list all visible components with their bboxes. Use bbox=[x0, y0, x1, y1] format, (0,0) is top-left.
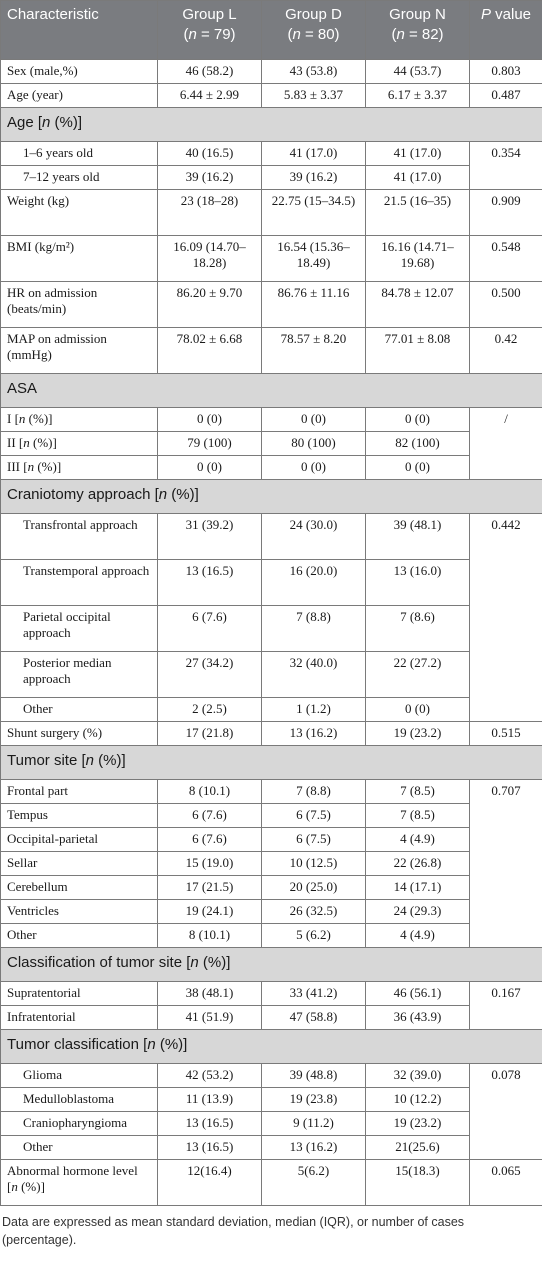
cell-group-d: 10 (12.5) bbox=[262, 852, 366, 876]
cell-group-n: 77.01 ± 8.08 bbox=[366, 328, 470, 374]
section-header-row bbox=[1, 374, 542, 408]
cell-group-l: 6 (7.6) bbox=[158, 804, 262, 828]
cell-group-n: 0 (0) bbox=[366, 408, 470, 432]
cell-group-n: 36 (43.9) bbox=[366, 1006, 470, 1030]
cell-group-n: 39 (48.1) bbox=[366, 514, 470, 560]
cell-group-n: 24 (29.3) bbox=[366, 900, 470, 924]
row-label: Frontal part bbox=[1, 780, 158, 804]
row-label: III [n (%)] bbox=[1, 456, 158, 480]
row-label: Tempus bbox=[1, 804, 158, 828]
cell-group-n: 0 (0) bbox=[366, 698, 470, 722]
cell-group-d: 1 (1.2) bbox=[262, 698, 366, 722]
table-row bbox=[1, 1064, 542, 1088]
table-row bbox=[1, 432, 542, 456]
table-footnote: Data are expressed as mean standard deviation, median (IQR), or number of cases (percentage). bbox=[2, 1215, 465, 1247]
cell-p-value: 0.442 bbox=[470, 514, 542, 722]
section-header-row bbox=[1, 1030, 542, 1064]
cell-group-d: 16.54 (15.36–18.49) bbox=[262, 236, 366, 282]
table-row bbox=[1, 328, 542, 374]
row-label: 1–6 years old bbox=[1, 142, 158, 166]
cell-group-d: 39 (48.8) bbox=[262, 1064, 366, 1088]
cell-group-n: 0 (0) bbox=[366, 456, 470, 480]
row-label: Posterior median approach bbox=[1, 652, 158, 698]
header-group-n: Group N (n = 82) bbox=[366, 1, 470, 60]
cell-group-d: 32 (40.0) bbox=[262, 652, 366, 698]
row-label: Shunt surgery (%) bbox=[1, 722, 158, 746]
cell-group-d: 6 (7.5) bbox=[262, 804, 366, 828]
row-label: Weight (kg) bbox=[1, 190, 158, 236]
cell-group-l: 23 (18–28) bbox=[158, 190, 262, 236]
cell-group-l: 11 (13.9) bbox=[158, 1088, 262, 1112]
cell-group-n: 4 (4.9) bbox=[366, 828, 470, 852]
cell-group-l: 79 (100) bbox=[158, 432, 262, 456]
cell-group-n: 13 (16.0) bbox=[366, 560, 470, 606]
cell-group-n: 82 (100) bbox=[366, 432, 470, 456]
cell-group-d: 5(6.2) bbox=[262, 1160, 366, 1206]
row-label: Transtemporal approach bbox=[1, 560, 158, 606]
cell-group-n: 7 (8.5) bbox=[366, 804, 470, 828]
cell-group-d: 19 (23.8) bbox=[262, 1088, 366, 1112]
cell-group-l: 15 (19.0) bbox=[158, 852, 262, 876]
table-row bbox=[1, 780, 542, 804]
row-label: II [n (%)] bbox=[1, 432, 158, 456]
row-label: Glioma bbox=[1, 1064, 158, 1088]
row-label: Other bbox=[1, 924, 158, 948]
table-row bbox=[1, 804, 542, 828]
row-label: Other bbox=[1, 698, 158, 722]
row-label: I [n (%)] bbox=[1, 408, 158, 432]
cell-group-l: 27 (34.2) bbox=[158, 652, 262, 698]
cell-group-l: 16.09 (14.70–18.28) bbox=[158, 236, 262, 282]
cell-group-l: 78.02 ± 6.68 bbox=[158, 328, 262, 374]
cell-group-n: 44 (53.7) bbox=[366, 60, 470, 84]
cell-group-l: 0 (0) bbox=[158, 408, 262, 432]
table-row bbox=[1, 876, 542, 900]
table-row bbox=[1, 1088, 542, 1112]
cell-group-d: 7 (8.8) bbox=[262, 780, 366, 804]
cell-group-l: 42 (53.2) bbox=[158, 1064, 262, 1088]
cell-group-d: 47 (58.8) bbox=[262, 1006, 366, 1030]
section-title: Classification of tumor site [n (%)] bbox=[1, 948, 542, 982]
cell-group-l: 39 (16.2) bbox=[158, 166, 262, 190]
cell-group-d: 5 (6.2) bbox=[262, 924, 366, 948]
cell-group-d: 13 (16.2) bbox=[262, 1136, 366, 1160]
cell-p-value: 0.487 bbox=[470, 84, 542, 108]
cell-group-l: 17 (21.8) bbox=[158, 722, 262, 746]
cell-group-d: 13 (16.2) bbox=[262, 722, 366, 746]
cell-group-d: 43 (53.8) bbox=[262, 60, 366, 84]
cell-group-n: 7 (8.5) bbox=[366, 780, 470, 804]
table-row bbox=[1, 236, 542, 282]
row-label: 7–12 years old bbox=[1, 166, 158, 190]
table-row bbox=[1, 456, 542, 480]
section-header-row bbox=[1, 480, 542, 514]
cell-group-n: 19 (23.2) bbox=[366, 1112, 470, 1136]
table-row bbox=[1, 828, 542, 852]
row-label: Parietal occipital approach bbox=[1, 606, 158, 652]
cell-group-n: 6.17 ± 3.37 bbox=[366, 84, 470, 108]
cell-p-value: 0.909 bbox=[470, 190, 542, 236]
row-label: Supratentorial bbox=[1, 982, 158, 1006]
cell-group-n: 16.16 (14.71–19.68) bbox=[366, 236, 470, 282]
row-label: Abnormal hormone level [n (%)] bbox=[1, 1160, 158, 1206]
cell-p-value: 0.078 bbox=[470, 1064, 542, 1160]
table-row bbox=[1, 408, 542, 432]
row-label: Ventricles bbox=[1, 900, 158, 924]
table-row bbox=[1, 982, 542, 1006]
cell-group-l: 13 (16.5) bbox=[158, 1136, 262, 1160]
cell-group-n: 4 (4.9) bbox=[366, 924, 470, 948]
cell-group-n: 22 (26.8) bbox=[366, 852, 470, 876]
cell-group-l: 38 (48.1) bbox=[158, 982, 262, 1006]
cell-group-l: 31 (39.2) bbox=[158, 514, 262, 560]
cell-p-value: 0.167 bbox=[470, 982, 542, 1030]
row-label: Transfrontal approach bbox=[1, 514, 158, 560]
table-header-row bbox=[1, 1, 542, 60]
cell-group-d: 16 (20.0) bbox=[262, 560, 366, 606]
section-header-row bbox=[1, 108, 542, 142]
cell-p-value: 0.354 bbox=[470, 142, 542, 190]
table-row bbox=[1, 924, 542, 948]
table-row bbox=[1, 1160, 542, 1206]
cell-group-d: 80 (100) bbox=[262, 432, 366, 456]
cell-group-n: 10 (12.2) bbox=[366, 1088, 470, 1112]
table-row bbox=[1, 282, 542, 328]
header-group-l: Group L (n = 79) bbox=[158, 1, 262, 60]
cell-group-d: 86.76 ± 11.16 bbox=[262, 282, 366, 328]
cell-p-value: 0.515 bbox=[470, 722, 542, 746]
cell-group-l: 19 (24.1) bbox=[158, 900, 262, 924]
row-label: BMI (kg/m²) bbox=[1, 236, 158, 282]
cell-group-l: 41 (51.9) bbox=[158, 1006, 262, 1030]
section-title: Craniotomy approach [n (%)] bbox=[1, 480, 542, 514]
cell-group-l: 6.44 ± 2.99 bbox=[158, 84, 262, 108]
table-row bbox=[1, 142, 542, 166]
row-label: HR on admission (beats/min) bbox=[1, 282, 158, 328]
header-p-value: P value bbox=[470, 1, 542, 60]
section-title: ASA bbox=[1, 374, 542, 408]
cell-group-n: 7 (8.6) bbox=[366, 606, 470, 652]
cell-p-value: 0.548 bbox=[470, 236, 542, 282]
cell-group-n: 21(25.6) bbox=[366, 1136, 470, 1160]
cell-p-value: 0.500 bbox=[470, 282, 542, 328]
table-row bbox=[1, 84, 542, 108]
cell-group-l: 86.20 ± 9.70 bbox=[158, 282, 262, 328]
table-row bbox=[1, 698, 542, 722]
table-row bbox=[1, 852, 542, 876]
table-row bbox=[1, 166, 542, 190]
cell-group-n: 19 (23.2) bbox=[366, 722, 470, 746]
cell-group-l: 6 (7.6) bbox=[158, 606, 262, 652]
cell-group-n: 32 (39.0) bbox=[366, 1064, 470, 1088]
table-row bbox=[1, 900, 542, 924]
cell-group-n: 15(18.3) bbox=[366, 1160, 470, 1206]
row-label: Infratentorial bbox=[1, 1006, 158, 1030]
table-body bbox=[1, 60, 542, 1206]
cell-group-d: 7 (8.8) bbox=[262, 606, 366, 652]
cell-group-l: 13 (16.5) bbox=[158, 1112, 262, 1136]
cell-group-l: 6 (7.6) bbox=[158, 828, 262, 852]
section-title: Tumor classification [n (%)] bbox=[1, 1030, 542, 1064]
row-label: Sex (male,%) bbox=[1, 60, 158, 84]
cell-p-value: 0.42 bbox=[470, 328, 542, 374]
cell-group-d: 26 (32.5) bbox=[262, 900, 366, 924]
table-row bbox=[1, 652, 542, 698]
row-label: Sellar bbox=[1, 852, 158, 876]
cell-group-l: 40 (16.5) bbox=[158, 142, 262, 166]
table-row bbox=[1, 1006, 542, 1030]
cell-group-n: 14 (17.1) bbox=[366, 876, 470, 900]
cell-group-d: 78.57 ± 8.20 bbox=[262, 328, 366, 374]
cell-group-n: 21.5 (16–35) bbox=[366, 190, 470, 236]
cell-group-d: 0 (0) bbox=[262, 456, 366, 480]
cell-group-l: 8 (10.1) bbox=[158, 924, 262, 948]
cell-group-d: 22.75 (15–34.5) bbox=[262, 190, 366, 236]
cell-group-d: 5.83 ± 3.37 bbox=[262, 84, 366, 108]
header-characteristic: Characteristic bbox=[1, 1, 158, 60]
table-row bbox=[1, 60, 542, 84]
cell-p-value: 0.707 bbox=[470, 780, 542, 948]
cell-group-d: 9 (11.2) bbox=[262, 1112, 366, 1136]
cell-group-n: 84.78 ± 12.07 bbox=[366, 282, 470, 328]
table-row bbox=[1, 190, 542, 236]
table-row bbox=[1, 606, 542, 652]
section-title: Tumor site [n (%)] bbox=[1, 746, 542, 780]
cell-group-n: 41 (17.0) bbox=[366, 142, 470, 166]
cell-group-d: 0 (0) bbox=[262, 408, 366, 432]
cell-group-l: 8 (10.1) bbox=[158, 780, 262, 804]
cell-group-d: 24 (30.0) bbox=[262, 514, 366, 560]
cell-group-d: 20 (25.0) bbox=[262, 876, 366, 900]
table-row bbox=[1, 560, 542, 606]
table-row bbox=[1, 514, 542, 560]
row-label: Age (year) bbox=[1, 84, 158, 108]
header-group-d: Group D (n = 80) bbox=[262, 1, 366, 60]
cell-group-l: 46 (58.2) bbox=[158, 60, 262, 84]
cell-group-l: 0 (0) bbox=[158, 456, 262, 480]
table-row bbox=[1, 1136, 542, 1160]
section-header-row bbox=[1, 948, 542, 982]
cell-group-d: 39 (16.2) bbox=[262, 166, 366, 190]
cell-group-l: 17 (21.5) bbox=[158, 876, 262, 900]
row-label: Cerebellum bbox=[1, 876, 158, 900]
row-label: Medulloblastoma bbox=[1, 1088, 158, 1112]
cell-group-n: 22 (27.2) bbox=[366, 652, 470, 698]
cell-group-d: 6 (7.5) bbox=[262, 828, 366, 852]
section-header-row bbox=[1, 746, 542, 780]
row-label: MAP on admission (mmHg) bbox=[1, 328, 158, 374]
cell-group-d: 33 (41.2) bbox=[262, 982, 366, 1006]
cell-p-value: / bbox=[470, 408, 542, 480]
section-title: Age [n (%)] bbox=[1, 108, 542, 142]
cell-group-l: 12(16.4) bbox=[158, 1160, 262, 1206]
cell-group-d: 41 (17.0) bbox=[262, 142, 366, 166]
cell-p-value: 0.803 bbox=[470, 60, 542, 84]
row-label: Craniopharyngioma bbox=[1, 1112, 158, 1136]
row-label: Other bbox=[1, 1136, 158, 1160]
table-row bbox=[1, 722, 542, 746]
row-label: Occipital-parietal bbox=[1, 828, 158, 852]
table-row bbox=[1, 1112, 542, 1136]
cell-group-n: 46 (56.1) bbox=[366, 982, 470, 1006]
cell-group-l: 2 (2.5) bbox=[158, 698, 262, 722]
cell-p-value: 0.065 bbox=[470, 1160, 542, 1206]
cell-group-l: 13 (16.5) bbox=[158, 560, 262, 606]
cell-group-n: 41 (17.0) bbox=[366, 166, 470, 190]
